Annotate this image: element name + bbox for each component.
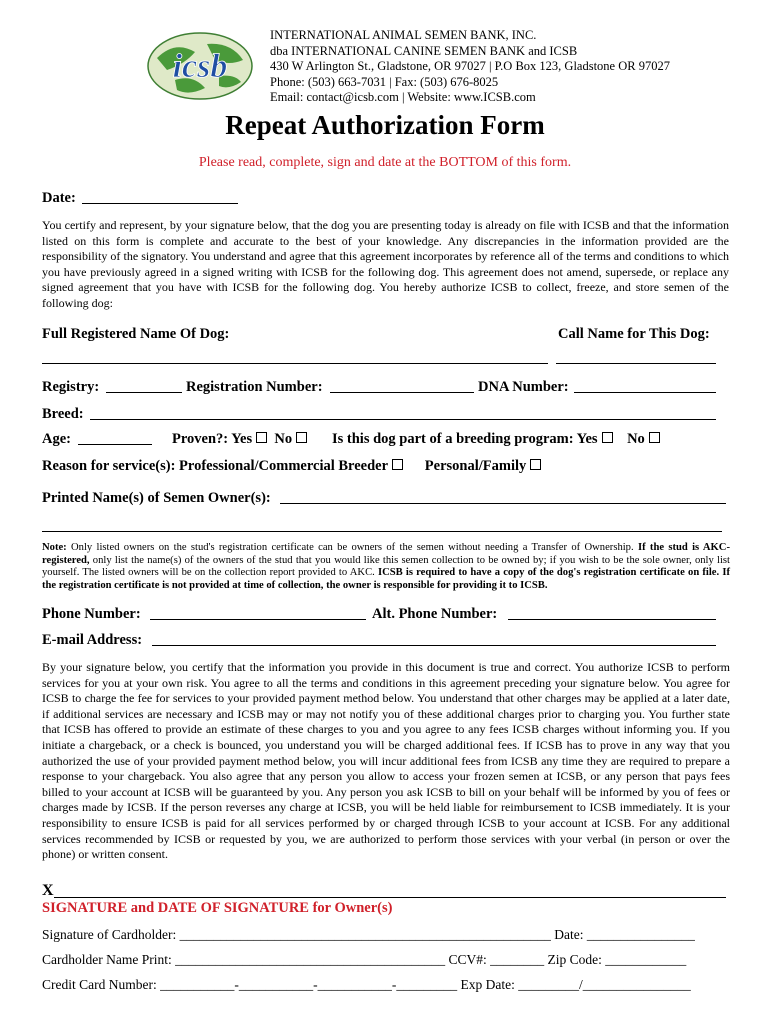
dna-number-field[interactable] [574,392,716,393]
registration-number-field[interactable] [330,392,474,393]
registration-number-label: Registration Number: [186,379,323,395]
reason-personal-label: Personal/Family [424,458,527,474]
proven-label: Proven?: Yes [172,431,253,447]
note-bold-1: If the stud is AKC-registered, [42,542,730,566]
credit-card-row[interactable]: Credit Card Number: ___________-___________-___________-_________ Exp Date: _________/________________ [42,977,691,992]
registry-field[interactable] [106,392,182,393]
alt-phone-field[interactable] [508,619,716,620]
reason-group [42,458,541,475]
reason-label: Reason for service(s): Professional/Commercial Breeder [42,458,389,474]
alt-phone-label: Alt. Phone Number: [372,606,498,622]
signature-x: X [42,882,54,899]
company-phone: Phone: (503) 663-7031 | Fax: (503) 676-8025 [270,74,499,89]
breeding-yes-checkbox[interactable] [602,432,613,443]
call-name-label: Call Name for This Dog: [558,326,710,342]
note-bold-2: ICSB is required to have a copy of the dog's registration certificate on file. If the registration certificate is not provided at time of collection, the owner is responsible for providing it to ICSB. [42,567,730,591]
owners-label: Printed Name(s) of Semen Owner(s): [42,490,271,506]
owners-field[interactable] [280,503,726,504]
phone-field[interactable] [150,619,366,620]
cardholder-signature-row[interactable]: Signature of Cardholder: _______________________________________________________ Date: ________________ [42,927,695,942]
company-email: Email: contact@icsb.com | Website: www.ICSB.com [270,90,536,104]
breeding-program-label: Is this dog part of a breeding program: Yes [332,431,598,447]
registry-label: Registry: [42,379,100,395]
note-text-1: Only listed owners on the stud's registration certificate can be owners of the semen without needing a Transfer of Ownership. [66,542,638,553]
reason-personal-checkbox[interactable] [530,459,541,470]
proven-yes-checkbox[interactable] [256,432,267,443]
icsb-logo [145,30,255,102]
company-header [270,28,670,106]
intro-paragraph: You certify and represent, by your signature below, that the dog you are presenting today is already on file with ICSB and that the information listed on this form is complete and accurate to the best of your knowledge. Any discrepancies in the information provided are the responsibility of the signatory. You understand and agree that this agreement incorporates by reference all of the terms and conditions to which you have previously agreed in a signed writing with ICSB for the following dog. This agreement does not amend, supersede, or replace any signed agreement that you have with ICSB for the following dog. You hereby authorize ICSB to collect, freeze, and store semen of the following dog: [42,218,729,310]
form-title: Repeat Authorization Form [225,110,545,140]
cardholder-name-row[interactable]: Cardholder Name Print: ________________________________________ CCV#: ________ Zip Code: ____________ [42,952,687,967]
email-field[interactable] [152,645,716,646]
breed-field[interactable] [90,419,716,420]
proven-group [172,431,307,448]
note-text-2: only list the name(s) of the owners of the stud that you would like this semen collection to be owned by; if you wish to be the sole owner, only list yourself. The listed owners will be on the collection report provided to AKC. [42,554,730,579]
note-label: Note: [42,542,67,553]
logo-text: icsb [172,48,228,85]
company-dba: dba INTERNATIONAL CANINE SEMEN BANK and ICSB [270,43,578,58]
age-label: Age: [42,431,71,447]
full-name-label: Full Registered Name Of Dog: [42,326,230,342]
full-name-field[interactable] [42,363,548,364]
agreement-paragraph: By your signature below, you certify that the information you provide in this document is true and correct. You authorize ICSB to perform services for you at your own risk. You agree to all the terms and conditions in this agreement preceding your signature below. You agree for ICSB to charge the fee for services to your provided payment method below. You understand that other charges may be applied at a later date, if additional services are necessary and ICSB may or may not notify you of these additional charges prior to charging you. You further state that ICSB has offered to provide an estimate of these charges to you and you agree to any fees ICSB charges without informing you. If you initiate a chargeback, or a check is bounced, you understand you will be charged additional fees. If ICSB has to prove in any way that you authorized the use of your provided payment method below, you will incur additional fees from ICSB any time they are required to prepare a response to your chargeback. You also agree that any person you allow to access your frozen semen at ICSB, or any person that pays fees billed to your account at ICSB will be guaranteed by you. Any person you ask ICSB to bill on your behalf will be informed by you of fees or charges made by ICSB. If the person reverses any charge at ICSB, you will be held liable for reimbursement to ICSB immediately. It is your responsibility to ensure ICSB is paid for all services performed by or charged through ICSB to your account at ICSB. For any additional services recommended by ICSB or requested by you, we are authorized to perform those services with your verbal (in person or over the phone) or written consent. [42,660,730,862]
dna-number-label: DNA Number: [478,379,569,395]
date-label: Date: [42,190,76,206]
reason-professional-checkbox[interactable] [392,459,403,470]
breeding-no-label: No [627,431,645,447]
breed-label: Breed: [42,406,84,422]
form-subtitle: Please read, complete, sign and date at the BOTTOM of this form. [198,155,572,170]
company-name: INTERNATIONAL ANIMAL SEMEN BANK, INC. [270,28,537,42]
signature-line[interactable] [54,897,726,898]
breeding-no-checkbox[interactable] [649,432,660,443]
breeding-group [332,431,660,448]
call-name-field[interactable] [556,363,716,364]
email-label: E-mail Address: [42,632,143,648]
company-address: 430 W Arlington St., Gladstone, OR 97027 | P.O Box 123, Gladstone OR 97027 [270,59,670,73]
signature-caption: SIGNATURE and DATE OF SIGNATURE for Owner(s) [42,900,393,916]
ownership-note [42,542,730,592]
age-field[interactable] [78,444,152,445]
proven-no-label: No [274,431,293,447]
owners-field-2[interactable] [42,531,722,532]
date-field[interactable] [82,203,238,204]
phone-label: Phone Number: [42,606,141,622]
proven-no-checkbox[interactable] [296,432,307,443]
